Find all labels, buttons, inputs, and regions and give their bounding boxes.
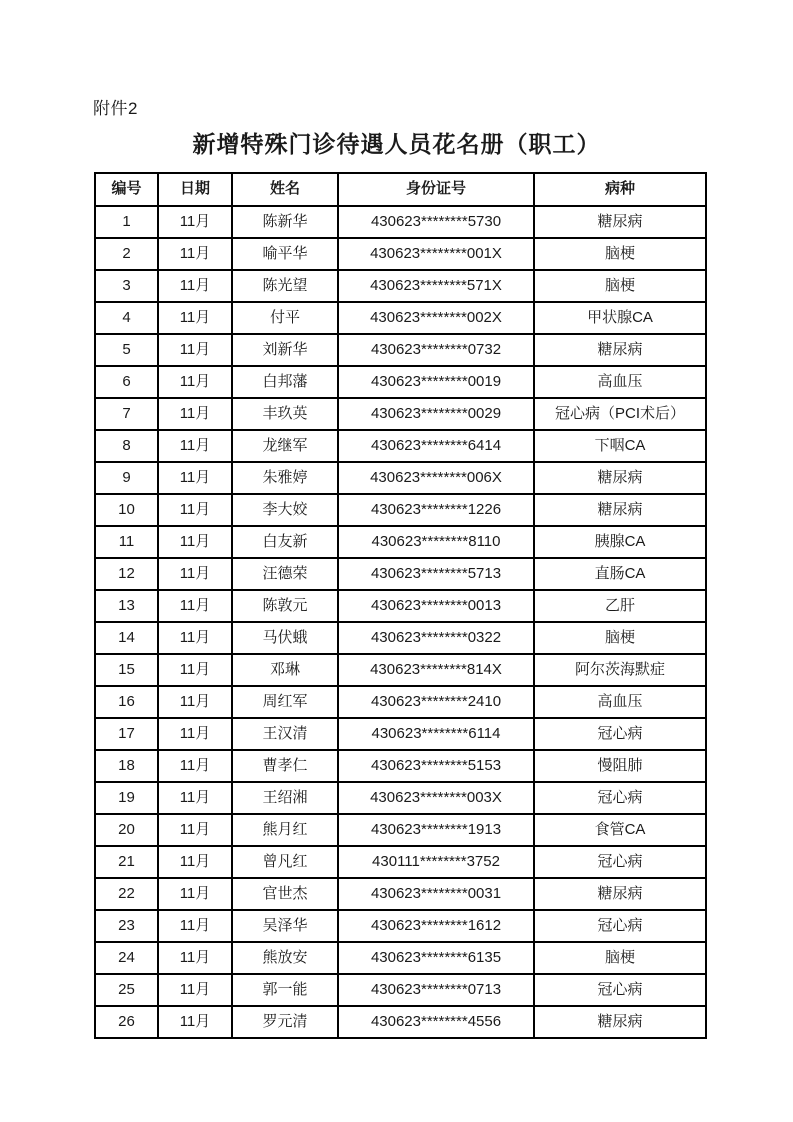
table-cell: 11月 [158,622,232,654]
table-cell: 430623********0013 [338,590,534,622]
table-row [95,590,706,622]
table-row [95,654,706,686]
table-cell: 430623********1612 [338,910,534,942]
table-cell: 430623********571X [338,270,534,302]
table-cell: 官世杰 [232,878,338,910]
table-cell: 脑梗 [534,942,706,974]
table-cell: 430623********5713 [338,558,534,590]
table-cell: 11月 [158,398,232,430]
table-cell: 4 [95,302,158,334]
table-cell: 11月 [158,334,232,366]
table-cell: 16 [95,686,158,718]
table-cell: 汪德荣 [232,558,338,590]
table-cell: 11月 [158,270,232,302]
table-cell: 罗元清 [232,1006,338,1038]
table-cell: 430111********3752 [338,846,534,878]
table-row [95,750,706,782]
table-cell: 9 [95,462,158,494]
table-cell: 11月 [158,718,232,750]
table-row [95,718,706,750]
table-cell: 糖尿病 [534,462,706,494]
table-cell: 高血压 [534,366,706,398]
attachment-label: 附件2 [93,99,138,118]
table-cell: 430623********6414 [338,430,534,462]
table-cell: 6 [95,366,158,398]
table-cell: 13 [95,590,158,622]
table-cell: 11月 [158,814,232,846]
table-cell: 冠心病（PCI术后） [534,398,706,430]
table-cell: 11月 [158,430,232,462]
table-cell: 26 [95,1006,158,1038]
table-cell: 周红军 [232,686,338,718]
table-cell: 11月 [158,942,232,974]
table-cell: 郭一能 [232,974,338,1006]
table-cell: 11月 [158,366,232,398]
table-cell: 11月 [158,846,232,878]
table-row [95,686,706,718]
table-cell: 陈敦元 [232,590,338,622]
table-cell: 20 [95,814,158,846]
column-header: 编号 [95,173,158,206]
table-cell: 11月 [158,782,232,814]
table-cell: 430623********4556 [338,1006,534,1038]
table-cell: 430623********6135 [338,942,534,974]
table-cell: 熊放安 [232,942,338,974]
header-row [95,173,706,206]
table-row [95,334,706,366]
table-row [95,366,706,398]
table-row [95,462,706,494]
table-cell: 22 [95,878,158,910]
table-cell: 430623********8110 [338,526,534,558]
table-cell: 430623********5730 [338,206,534,238]
table-cell: 食管CA [534,814,706,846]
table-cell: 冠心病 [534,782,706,814]
table-cell: 糖尿病 [534,206,706,238]
table-cell: 冠心病 [534,718,706,750]
table-cell: 430623********006X [338,462,534,494]
table-row [95,910,706,942]
table-cell: 430623********6114 [338,718,534,750]
table-cell: 陈新华 [232,206,338,238]
table-cell: 直肠CA [534,558,706,590]
table-cell: 12 [95,558,158,590]
table-cell: 430623********001X [338,238,534,270]
table-cell: 19 [95,782,158,814]
table-cell: 糖尿病 [534,334,706,366]
table-cell: 18 [95,750,158,782]
table-cell: 430623********1913 [338,814,534,846]
table-cell: 1 [95,206,158,238]
table-cell: 430623********1226 [338,494,534,526]
table-cell: 3 [95,270,158,302]
table-cell: 10 [95,494,158,526]
table-cell: 白邦藩 [232,366,338,398]
table-cell: 430623********2410 [338,686,534,718]
table-cell: 11月 [158,206,232,238]
table-row [95,302,706,334]
table-cell: 丰玖英 [232,398,338,430]
table-cell: 11月 [158,750,232,782]
table-row [95,942,706,974]
table-cell: 付平 [232,302,338,334]
table-cell: 脑梗 [534,270,706,302]
table-cell: 430623********003X [338,782,534,814]
table-row [95,974,706,1006]
table-row [95,494,706,526]
table-row [95,622,706,654]
table-cell: 11月 [158,494,232,526]
table-cell: 11月 [158,558,232,590]
table-cell: 朱雅婷 [232,462,338,494]
table-cell: 糖尿病 [534,1006,706,1038]
table-cell: 糖尿病 [534,494,706,526]
table-cell: 熊月红 [232,814,338,846]
table-cell: 15 [95,654,158,686]
table-cell: 11月 [158,526,232,558]
table-cell: 2 [95,238,158,270]
table-cell: 11月 [158,910,232,942]
table-row [95,270,706,302]
table-cell: 430623********5153 [338,750,534,782]
table-cell: 冠心病 [534,846,706,878]
table-cell: 吴泽华 [232,910,338,942]
table-cell: 冠心病 [534,910,706,942]
table-cell: 430623********002X [338,302,534,334]
column-header: 身份证号 [338,173,534,206]
table-row [95,558,706,590]
table-cell: 430623********0029 [338,398,534,430]
table-cell: 阿尔茨海默症 [534,654,706,686]
table-cell: 8 [95,430,158,462]
table-cell: 430623********0322 [338,622,534,654]
table-cell: 高血压 [534,686,706,718]
column-header: 日期 [158,173,232,206]
table-cell: 430623********0019 [338,366,534,398]
table-cell: 430623********0732 [338,334,534,366]
table-cell: 李大姣 [232,494,338,526]
table-cell: 喻平华 [232,238,338,270]
table-row [95,526,706,558]
table-cell: 21 [95,846,158,878]
table-cell: 430623********814X [338,654,534,686]
table-cell: 胰腺CA [534,526,706,558]
table-row [95,206,706,238]
table-cell: 下咽CA [534,430,706,462]
table-cell: 24 [95,942,158,974]
table-cell: 11月 [158,878,232,910]
table-cell: 11月 [158,654,232,686]
table-cell: 11月 [158,686,232,718]
table-cell: 23 [95,910,158,942]
table-row [95,398,706,430]
table-cell: 430623********0031 [338,878,534,910]
table-cell: 龙继军 [232,430,338,462]
table-cell: 乙肝 [534,590,706,622]
column-header: 姓名 [232,173,338,206]
table-cell: 曹孝仁 [232,750,338,782]
table-cell: 脑梗 [534,622,706,654]
table-cell: 脑梗 [534,238,706,270]
table-cell: 11月 [158,590,232,622]
table-row [95,782,706,814]
table-cell: 430623********0713 [338,974,534,1006]
table-cell: 慢阻肺 [534,750,706,782]
table-cell: 甲状腺CA [534,302,706,334]
table-cell: 25 [95,974,158,1006]
table-row [95,430,706,462]
table-cell: 王绍湘 [232,782,338,814]
table-cell: 11月 [158,974,232,1006]
table-cell: 冠心病 [534,974,706,1006]
table-cell: 白友新 [232,526,338,558]
table-cell: 11月 [158,238,232,270]
column-header: 病种 [534,173,706,206]
table-cell: 17 [95,718,158,750]
table-row [95,814,706,846]
table-cell: 11月 [158,1006,232,1038]
roster-table [94,172,707,1039]
table-cell: 11月 [158,462,232,494]
table-cell: 邓琳 [232,654,338,686]
table-cell: 曾凡红 [232,846,338,878]
table-row [95,1006,706,1038]
table-body [95,206,706,1038]
table-row [95,846,706,878]
table-cell: 14 [95,622,158,654]
page-title: 新增特殊门诊待遇人员花名册（职工） [192,132,601,157]
table-cell: 糖尿病 [534,878,706,910]
table-cell: 马伏蛾 [232,622,338,654]
table-row [95,878,706,910]
table-cell: 7 [95,398,158,430]
table-cell: 王汉清 [232,718,338,750]
table-cell: 刘新华 [232,334,338,366]
table-row [95,238,706,270]
table-cell: 5 [95,334,158,366]
table-cell: 11 [95,526,158,558]
table-cell: 陈光望 [232,270,338,302]
table-cell: 11月 [158,302,232,334]
